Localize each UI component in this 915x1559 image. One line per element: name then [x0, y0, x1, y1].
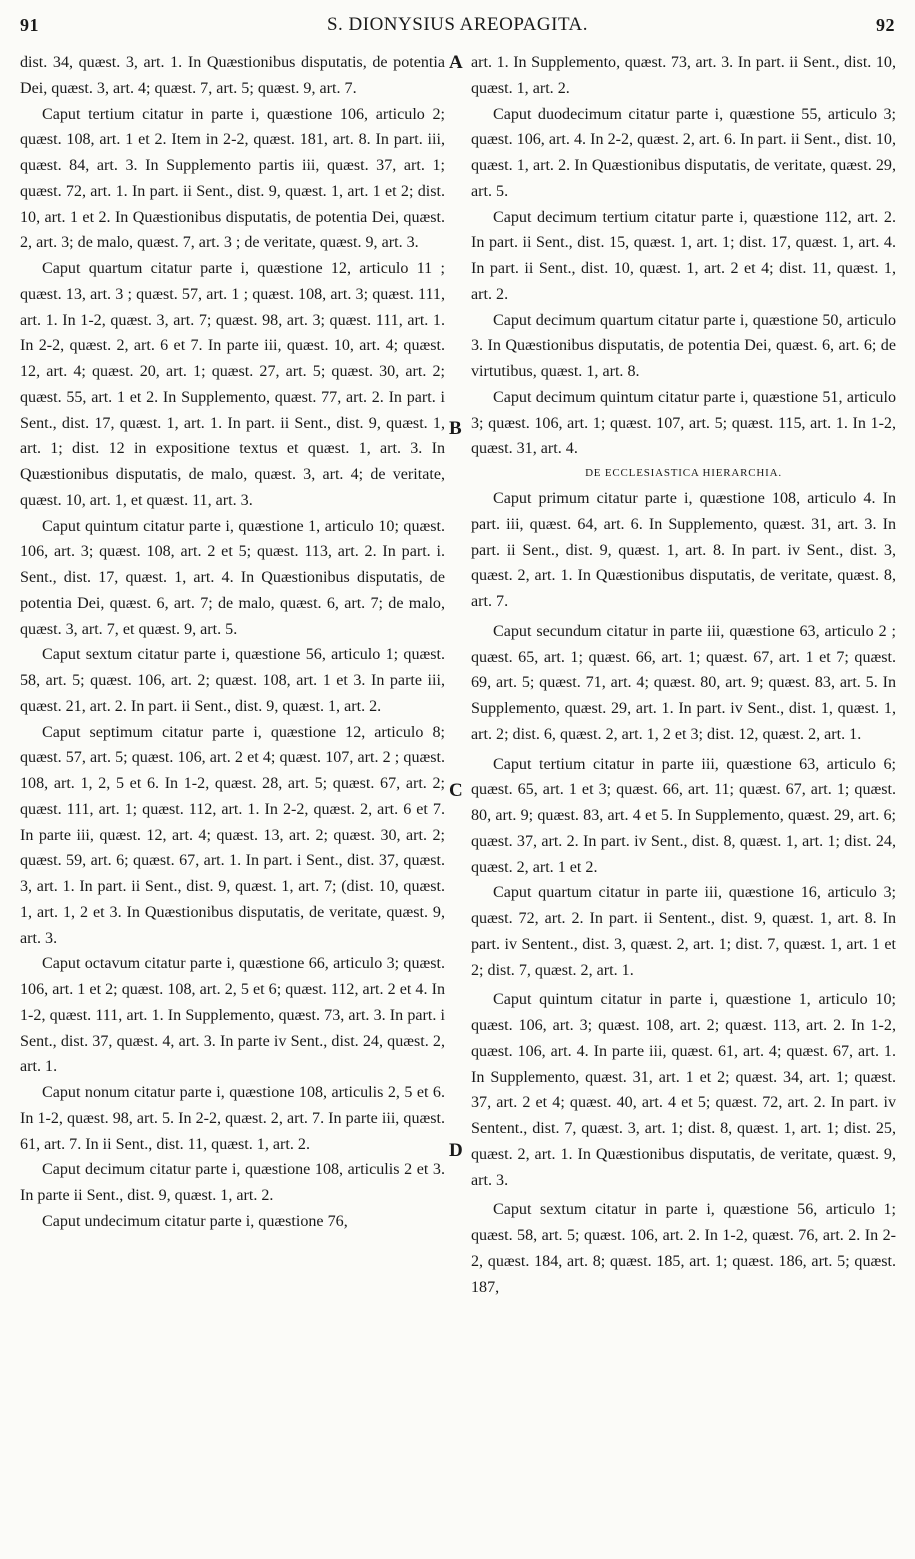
- paragraph: Caput sextum citatur parte i, quæstione 56, articulo 1; quæst. 58, art. 5; quæst. 106, art. 2; quæst. 108, art. 1 et 3. In parte iii, quæst. 21, art. 2. In part. ii Sent., dist. 9, quæst. 1, art. 2.: [20, 646, 445, 715]
- paragraph: Caput secundum citatur in parte iii, quæstione 63, articulo 2 ; quæst. 65, art. 1; quæst. 66, art. 1; quæst. 67, art. 1 et 7; quæst. 69, art. 5; quæst. 71, art. 4; quæst. 80, art. 9; quæst. 83, art. 5. In Supplemento, quæst. 29, art. 1. In part. iv Sent., dist. 1, quæst. 1, art. 2; dist. 6, quæst. 2, art. 1, 2 et 3; dist. 12, quæst. 2, art. 1.: [471, 622, 896, 743]
- page-header: [20, 8, 895, 42]
- margin-marker-c: C: [449, 780, 463, 801]
- paragraph: dist. 34, quæst. 3, art. 1. In Quæstionibus disputatis, de potentia Dei, quæst. 3, art. 4; quæst. 7, art. 5; quæst. 9, art. 7.: [20, 54, 445, 97]
- margin-marker-d: D: [449, 1140, 463, 1161]
- paragraph: Caput decimum tertium citatur parte i, quæstione 112, art. 2. In part. ii Sent., dist. 15, quæst. 1, art. 1; dist. 17, quæst. 1, art. 4. In part. ii Sent., dist. 10, quæst. 1, art. 2 et 4; dist. 11, quæst. 1, art. 2.: [471, 208, 896, 303]
- paragraph: Caput tertium citatur in parte i, quæstione 106, articulo 2; quæst. 108, art. 1 et 2. Item in 2-2, quæst. 181, art. 8. In part. iii, quæst. 84, art. 3. In Supplemento partis iii, quæst. 37, art. 1; quæst. 72, art. 1. In part. ii Sent., dist. 9, quæst. 1, art. 1 et 2; dist. 10, art. 1 et 2. In Quæstionibus disputatis, de potentia Dei, quæst. 2, art. 3; de malo, quæst. 7, art. 3 ; de veritate, quæst. 9, art. 3.: [20, 105, 445, 252]
- paragraph: Caput quartum citatur in parte iii, quæstione 16, articulo 3; quæst. 72, art. 2. In part. ii Sentent., dist. 9, quæst. 1, art. 8. In part. iv Sentent., dist. 3, quæst. 2, art. 1; dist. 7, quæst. 1, art. 1 et 2; dist. 7, quæst. 2, art. 1.: [471, 884, 896, 979]
- paragraph: Caput decimum quartum citatur parte i, quæstione 50, articulo 3. In Quæstionibus disputatis, de potentia Dei, quæst. 6, art. 6; de virtutibus, quæst. 1, art. 8.: [471, 311, 896, 380]
- paragraph: Caput sextum citatur in parte i, quæstione 56, articulo 1; quæst. 58, art. 5; quæst. 106, art. 2. In 1-2, quæst. 76, art. 2. In 2-2, quæst. 184, art. 8; quæst. 185, art. 1; quæst. 186, art. 5; quæst. 187,: [471, 1201, 896, 1296]
- paragraph: Caput nonum citatur parte i, quæstione 108, articulis 2, 5 et 6. In 1-2, quæst. 98, art. 5. In 2-2, quæst. 2, art. 7. In parte iii, quæst. 61, art. 7. In ii Sent., dist. 11, quæst. 1, art. 2.: [20, 1084, 445, 1153]
- paragraph: Caput primum citatur parte i, quæstione 108, articulo 4. In part. iii, quæst. 64, art. 6. In Supplemento, quæst. 31, art. 3. In part. ii Sent., dist. 9, quæst. 1, art. 8. In part. iv Sent., dist. 3, quæst. 2, art. 1. In Quæstionibus disputatis, de veritate, quæst. 8, art. 7.: [471, 490, 896, 610]
- paragraph: Caput octavum citatur parte i, quæstione 66, articulo 3; quæst. 106, art. 1 et 2; quæst. 108, art. 2, 5 et 6; quæst. 112, art. 2 et 4. In 1-2, quæst. 111, art. 1. In Supplemento, quæst. 73, art. 3. In part. i Sent., dist. 37, quæst. 4, art. 3. In parte iv Sent., dist. 24, quæst. 2, art. 1.: [20, 955, 445, 1076]
- paragraph: Caput duodecimum citatur parte i, quæstione 55, articulo 3; quæst. 106, art. 4. In 2-2, quæst. 2, art. 6. In part. ii Sent., dist. 10, quæst. 1, art. 2. In Quæstionibus disputatis, de veritate, quæst. 29, art. 5.: [471, 105, 896, 200]
- right-page-number: 92: [875, 14, 895, 35]
- right-column: [471, 50, 896, 1300]
- paragraph: Caput decimum quintum citatur parte i, quæstione 51, articulo 3; quæst. 106, art. 1; quæst. 107, art. 5; quæst. 115, art. 1. In 1-2, quæst. 31, art. 4.: [471, 388, 896, 458]
- paragraph: Caput tertium citatur in parte iii, quæstione 63, articulo 6; quæst. 65, art. 1 et 3; quæst. 66, art. 11; quæst. 67, art. 1; quæst. 80, art. 9; quæst. 83, art. 4 et 5. In Supplemento, quæst. 29, art. 6; quæst. 37, art. 2. In part. iv Sent., dist. 8, quæst. 1, art. 1; dist. 24, quæst. 2, art. 1 et 2.: [471, 755, 896, 876]
- left-column: [20, 50, 445, 1235]
- margin-marker-a: A: [449, 52, 463, 73]
- running-title: S. DIONYSIUS AREOPAGITA.: [326, 14, 589, 35]
- paragraph: Caput quartum citatur parte i, quæstione 12, articulo 11 ; quæst. 13, art. 3 ; quæst. 57, art. 1 ; quæst. 108, art. 3; quæst. 111, art. 1. In 1-2, quæst. 3, art. 7; quæst. 98, art. 3; quæst. 111, art. 1. In 2-2, quæst. 2, art. 6 et 7. In parte iii, quæst. 10, art. 4; quæst. 12, art. 4; quæst. 20, art. 1; quæst. 27, art. 5; quæst. 30, art. 2; quæst. 55, art. 1 et 2. In Supplemento, quæst. 77, art. 2. In part. i Sent., dist. 17, quæst. 1, art. 1. In part. ii Sent., dist. 9, quæst. 1, art. 1; dist. 12 in expositione textus et quæst. 1, art. 3. In Quæstionibus disputatis, de malo, quæst. 3, art. 4; de veritate, quæst. 10, art. 1, et quæst. 11, art. 3.: [20, 260, 445, 509]
- paragraph: Caput quintum citatur parte i, quæstione 1, articulo 10; quæst. 106, art. 3; quæst. 108, art. 2 et 5; quæst. 113, art. 2. In part. i. Sent., dist. 17, quæst. 1, art. 4. In Quæstionibus disputatis, de potentia Dei, quæst. 6, art. 7; de malo, quæst. 6, art. 7; de malo, quæst. 3, art. 7, et quæst. 9, art. 5.: [20, 517, 445, 638]
- paragraph: Caput decimum citatur parte i, quæstione 108, articulis 2 et 3. In parte ii Sent., dist. 9, quæst. 1, art. 2.: [20, 1161, 445, 1204]
- left-page-number: 91: [20, 14, 39, 35]
- paragraph: Caput septimum citatur parte i, quæstione 12, articulo 8; quæst. 57, art. 5; quæst. 106, art. 2 et 4; quæst. 107, art. 2 ; quæst. 108, art. 1, 2, 5 et 6. In 1-2, quæst. 28, art. 5; quæst. 67, art. 2; quæst. 111, art. 1; quæst. 112, art. 1. In 2-2, quæst. 2, art. 6 et 7. In parte iii, quæst. 12, art. 4; quæst. 13, art. 2; quæst. 30, art. 2; quæst. 59, art. 6; quæst. 67, art. 1. In part. i Sent., dist. 37, quæst. 3, art. 1. In part. ii Sent., dist. 9, quæst. 1, art. 7; (dist. 10, quæst. 1, art. 1, 2 et 3. In Quæstionibus disputatis, de veritate, quæst. 9, art. 3.: [20, 723, 445, 947]
- paragraph: Caput undecimum citatur parte i, quæstione 76,: [42, 1212, 348, 1230]
- margin-marker-b: B: [449, 418, 462, 439]
- paragraph: Caput quintum citatur in parte i, quæstione 1, articulo 10; quæst. 106, art. 3; quæst. 108, art. 2; quæst. 113, art. 2. In 1-2, quæst. 106, art. 4. In parte iii, quæst. 61, art. 4; quæst. 67, art. 1. In Supplemento, quæst. 31, art. 1 et 2; quæst. 34, art. 1; quæst. 37, art. 2 et 4; quæst. 40, art. 4 et 5; quæst. 72, art. 2. In part. iv Sentent., dist. 7, quæst. 3, art. 1; dist. 8, quæst. 1, art. 1; dist. 25, quæst. 2, art. 1. In Quæstionibus disputatis, de veritate, quæst. 9, art. 3.: [471, 991, 896, 1189]
- paragraph: art. 1. In Supplemento, quæst. 73, art. 3. In part. ii Sent., dist. 10, quæst. 1, art. 2.: [471, 54, 896, 97]
- section-heading: DE ECCLESIASTICA HIERARCHIA.: [585, 467, 782, 479]
